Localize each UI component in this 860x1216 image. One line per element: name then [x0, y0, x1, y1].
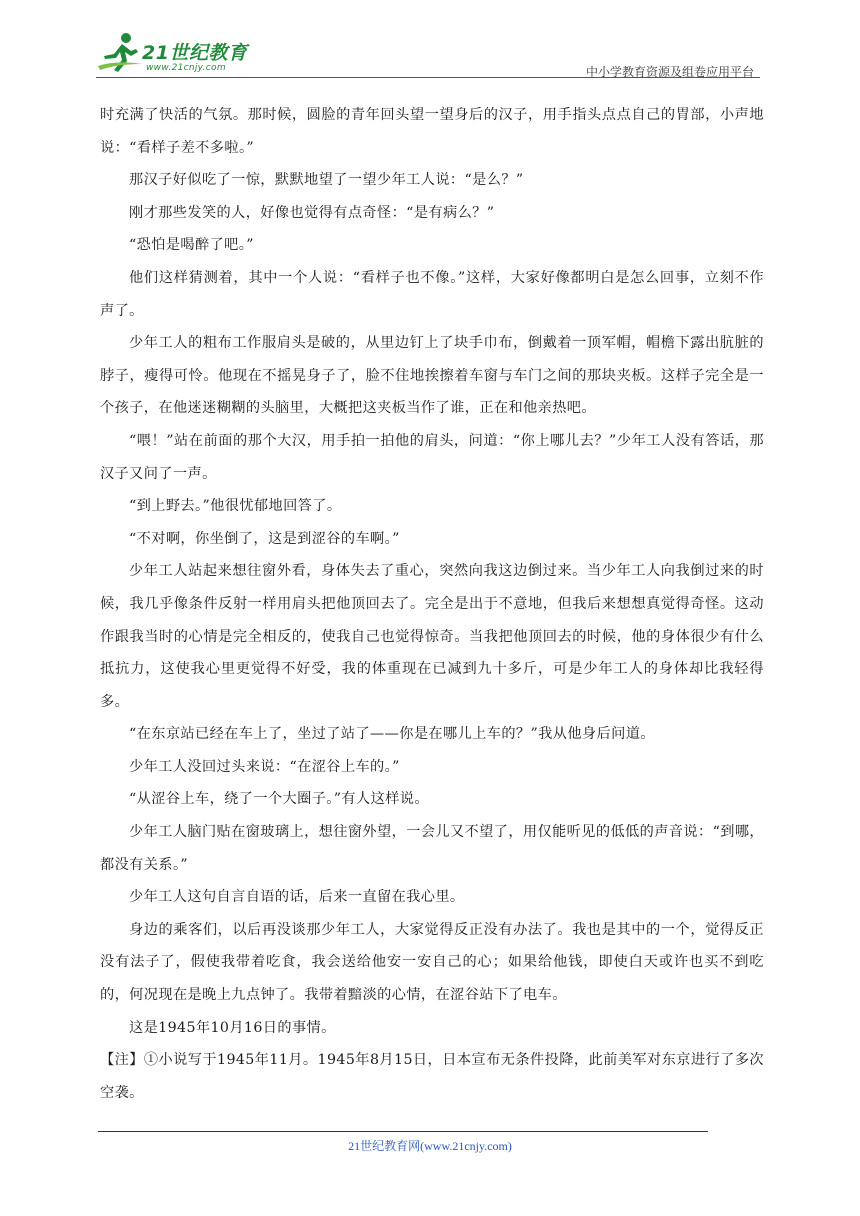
- page-footer[interactable]: 21世纪教育网(www.21cnjy.com): [348, 1139, 512, 1153]
- paragraph: 那汉子好似吃了一惊，默默地望了一望少年工人说：“是么？”: [129, 172, 524, 189]
- paragraph: 少年工人这句自言自语的话，后来一直留在我心里。: [129, 889, 465, 906]
- page-header: [96, 30, 760, 80]
- paragraph: “恐怕是喝醉了吧。”: [129, 237, 254, 254]
- article-body: [100, 99, 764, 1109]
- paragraph: 这是1945年10月16日的事情。: [129, 1019, 336, 1036]
- paragraph: 他们这样猜测着，其中一个人说：“看样子也不像。”这样，大家好像都明白是怎么回事，立刻不作声了。: [100, 269, 764, 319]
- paragraph: 身边的乘客们，以后再没谈那少年工人，大家觉得反正没有办法了。我也是其中的一个，觉得反正没有法子了，假使我带着吃食，我会送给他安一安自己的心；如果给他钱，即使白天或许也买不到吃的，何况现在是晚上九点钟了。我带着黯淡的心情，在涩谷站下了电车。: [100, 921, 764, 1004]
- paragraph: 少年工人没回过头来说：“在涩谷上车的。”: [129, 758, 400, 775]
- paragraph: “在东京站已经在车上了，坐过了站了——你是在哪儿上车的？”我从他身后问道。: [129, 726, 655, 743]
- paragraph: “喂！”站在前面的那个大汉，用手拍一拍他的肩头，问道：“你上哪儿去？”少年工人没有答话，那汉子又问了一声。: [100, 432, 764, 482]
- footnote: 【注】①小说写于1945年11月。1945年8月15日，日本宣布无条件投降，此前美军对东京进行了多次空袭。: [100, 1052, 764, 1101]
- paragraph: “到上野去。”他很忧郁地回答了。: [129, 498, 342, 515]
- site-logo[interactable]: [96, 30, 266, 76]
- paragraph: “从涩谷上车，绕了一个大圈子。”有人这样说。: [129, 791, 429, 808]
- paragraph: 时充满了快活的气氛。那时候，圆脸的青年回头望一望身后的汉子，用手指头点点自己的胃部，小声地说：“看样子差不多啦。”: [100, 107, 764, 156]
- runner-logo-icon: [96, 30, 144, 74]
- platform-title: 中小学教育资源及组卷应用平台: [585, 65, 754, 79]
- paragraph: “不对啊，你坐倒了，这是到涩谷的车啊。”: [129, 530, 400, 547]
- paragraph: 少年工人脑门贴在窗玻璃上，想往窗外望，一会儿又不望了，用仅能听见的低低的声音说：“到哪，都没有关系。”: [100, 824, 764, 873]
- paragraph: 少年工人站起来想往窗外看，身体失去了重心，突然向我这边倒过来。当少年工人向我倒过来的时候，我几乎像条件反射一样用肩头把他顶回去了。完全是出于不意地，但我后来想想真觉得奇怪。这动作跟我当时的心情是完全相反的，使我自己也觉得惊奇。当我把他顶回去的时候，他的身体很少有什么抵抗力，这使我心里更觉得不好受，我的体重现在已减到九十多斤，可是少年工人的身体却比我轻得多。: [100, 563, 764, 710]
- logo-text: 21世纪教育: [142, 42, 248, 64]
- paragraph: 少年工人的粗布工作服肩头是破的，从里边钉上了块手巾布，倒戴着一顶军帽，帽檐下露出肮脏的脖子，瘦得可怜。他现在不摇晃身子了，脸不住地挨擦着车窗与车门之间的那块夹板。这样子完全是一个孩子，在他迷迷糊糊的头脑里，大概把这夹板当作了谁，正在和他亲热吧。: [100, 335, 764, 417]
- paragraph: 刚才那些发笑的人，好像也觉得有点奇怪：“是有病么？”: [129, 204, 495, 221]
- header-divider: [96, 77, 760, 78]
- footer-divider: [98, 1131, 708, 1132]
- logo-url: www.21cnjy.com: [146, 63, 226, 73]
